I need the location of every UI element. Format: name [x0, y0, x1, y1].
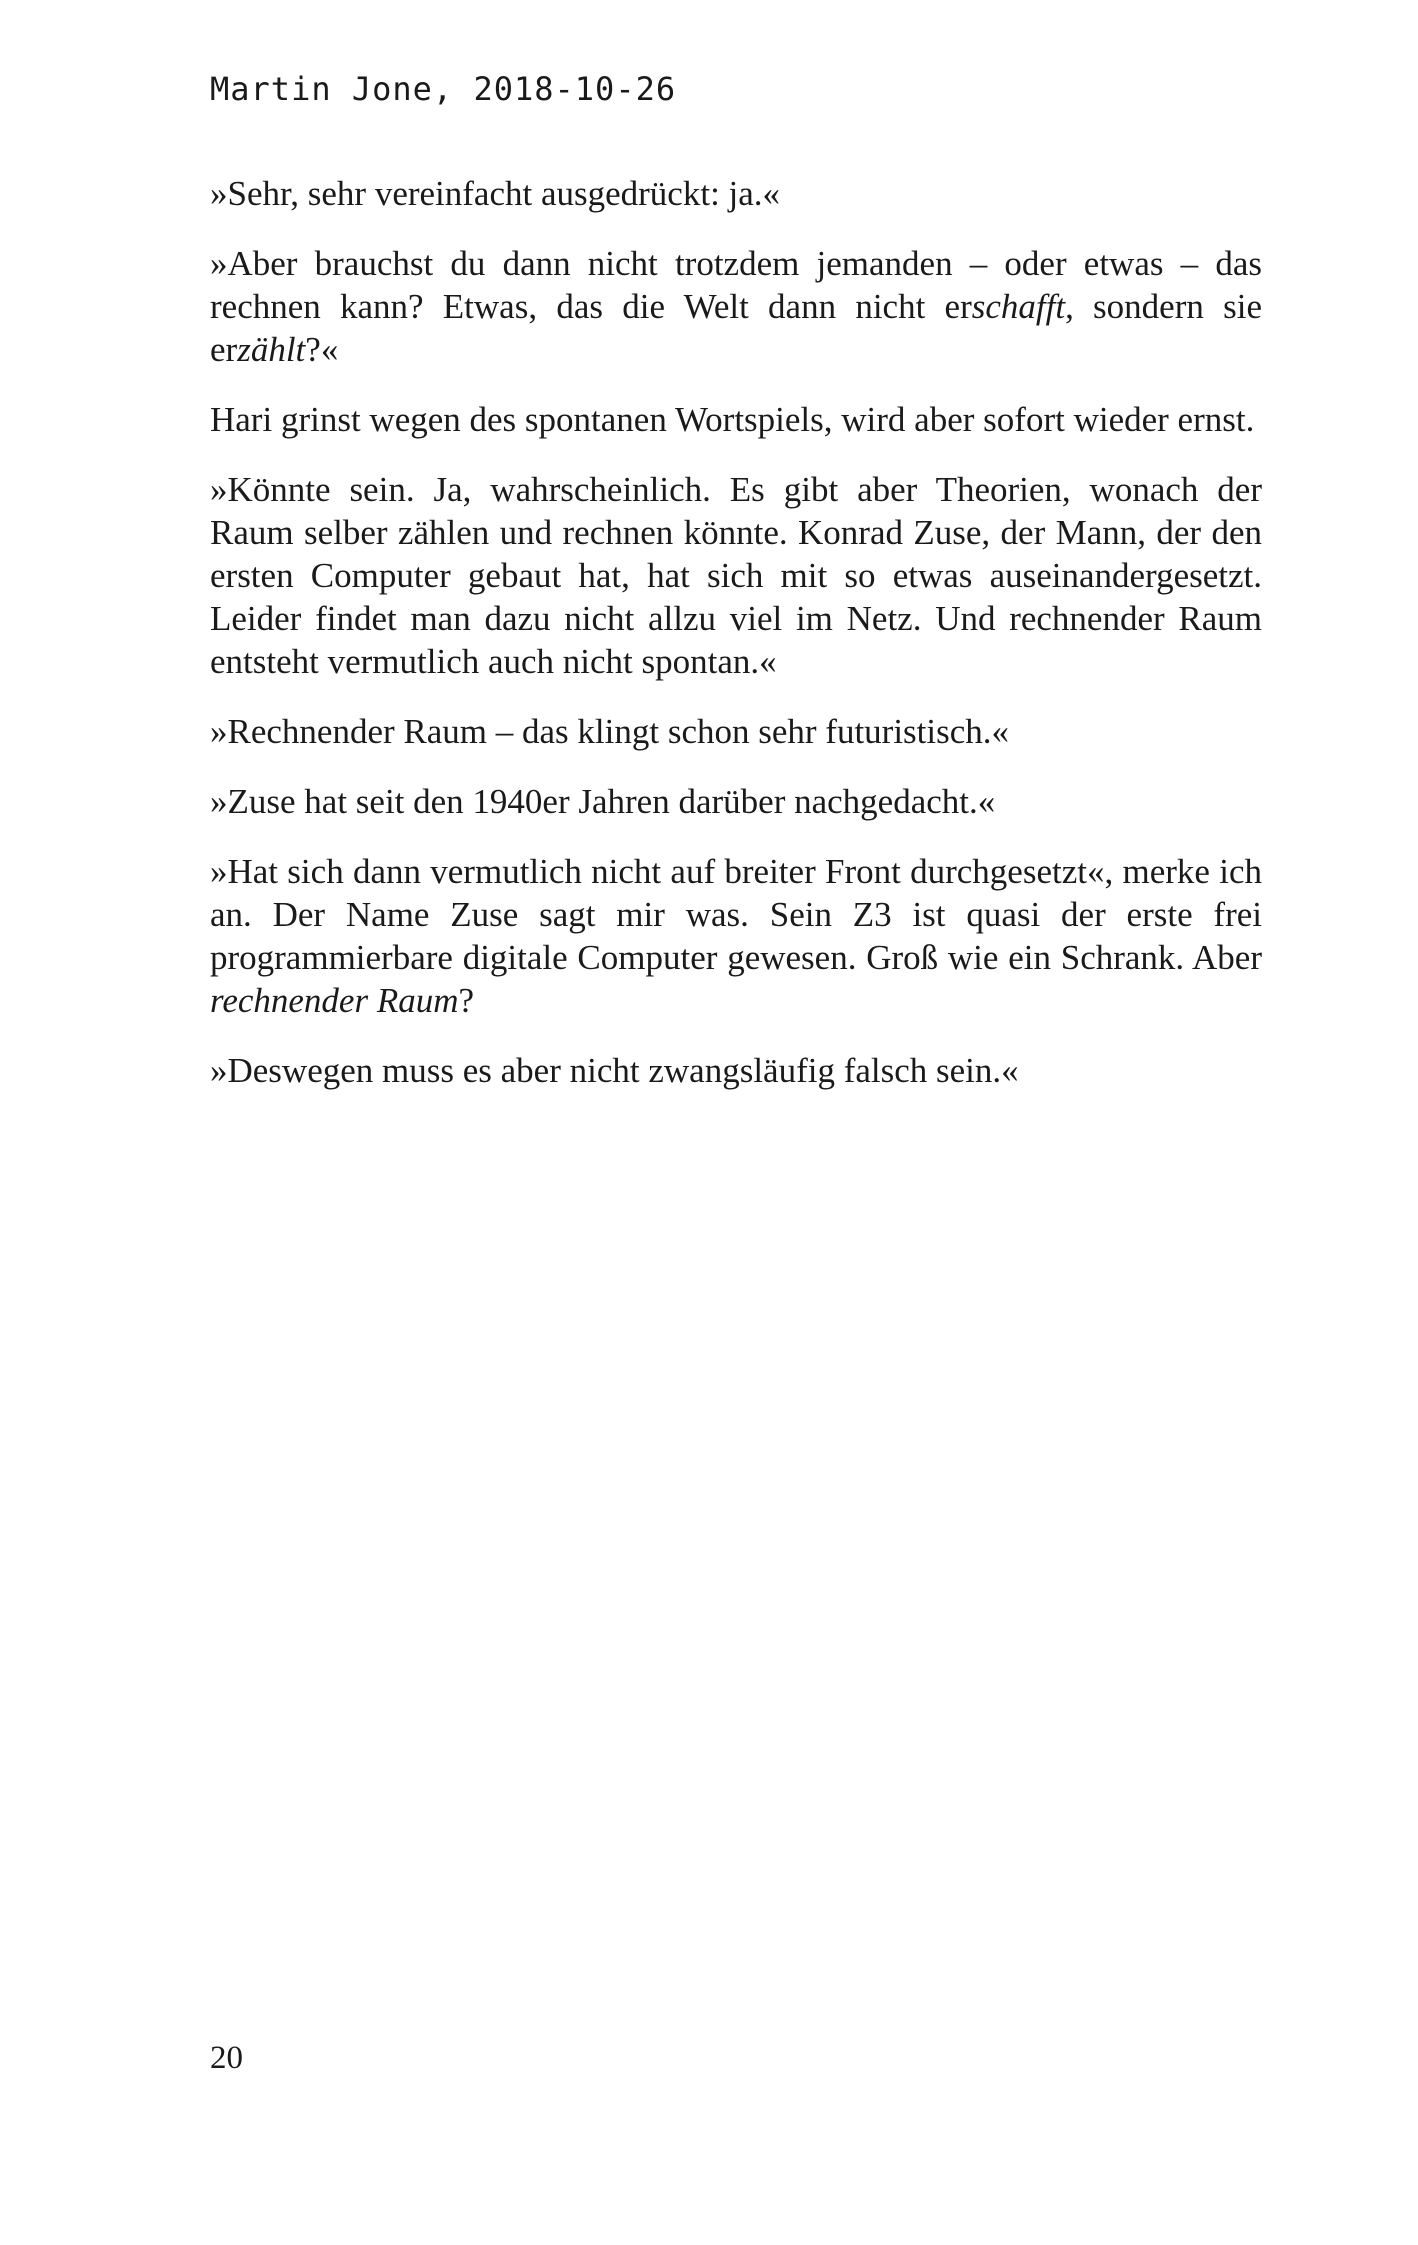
paragraph-2 [210, 242, 1262, 371]
running-head: Martin Jone, 2018-10-26 [210, 70, 677, 108]
paragraph-5: »Rechnender Raum – das klingt schon sehr futuristisch.« [210, 712, 1010, 751]
paragraph-2-italic-schafft: schafft [971, 287, 1066, 326]
paragraph-7-text-b: ? [458, 981, 475, 1020]
paragraph-3: Hari grinst wegen des spontanen Wortspiels, wird aber sofort wieder ernst. [210, 400, 1255, 439]
paragraph-8: »Deswegen muss es aber nicht zwangsläufig falsch sein.« [210, 1051, 1019, 1090]
body-text [210, 172, 1262, 1119]
paragraph-6: »Zuse hat seit den 1940er Jahren darüber nachgedacht.« [210, 782, 996, 821]
paragraph-2-italic-zaehlt: zählt [237, 330, 306, 369]
paragraph-4: »Könnte sein. Ja, wahrscheinlich. Es gibt aber Theorien, wonach der Raum selber zählen und rechnen könnte. Konrad Zuse, der Mann, der den ersten Computer gebaut hat, hat sich mit so etwas auseinandergesetzt. Leider findet man dazu nicht allzu viel im Netz. Und rechnender Raum entsteht vermutlich auch nicht spontan.« [210, 470, 1262, 681]
paragraph-7-text-a: »Hat sich dann vermutlich nicht auf breiter Front durchgesetzt«, merke ich an. Der Name Zuse sagt mir was. Sein Z3 ist quasi der erste frei programmierbare digitale Computer gewesen. Groß wie ein Schrank. Aber [210, 852, 1262, 977]
paragraph-1: »Sehr, sehr vereinfacht ausgedrückt: ja.« [210, 174, 781, 213]
page-number: 20 [210, 2040, 243, 2076]
paragraph-2-text-b: , sondern sie er [210, 287, 1262, 369]
paragraph-7 [210, 850, 1262, 1022]
paragraph-2-text-a: »Aber brauchst du dann nicht trotzdem jemanden – oder etwas – das rechnen kann? Etwas, das die Welt dann nicht er [210, 244, 1262, 326]
paragraph-2-text-c: ?« [305, 330, 339, 369]
paragraph-7-italic-rechnender-raum: rechnender Raum [210, 981, 459, 1020]
